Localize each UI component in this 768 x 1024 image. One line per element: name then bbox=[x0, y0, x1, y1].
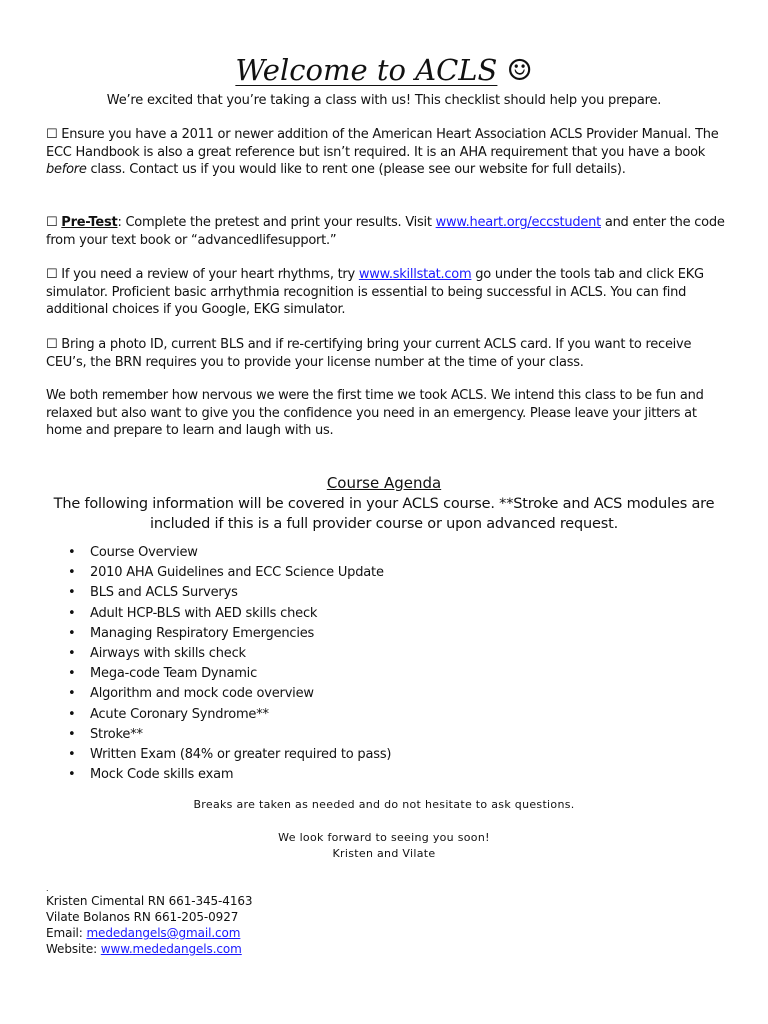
list-item bbox=[68, 583, 391, 603]
contact-block bbox=[46, 885, 252, 957]
bullet-icon: • bbox=[68, 726, 76, 742]
manual-text-after: class. Contact us if you would like to rent one (please see our website for full details). bbox=[86, 162, 626, 177]
agenda-list bbox=[68, 543, 391, 785]
closing-paragraph: We both remember how nervous we were the first time we took ACLS. We intend this class to be fun and relaxed but also want to give you the confidence you need in an emergency. Please leave your jitters at home and prepare to learn and laugh with us. bbox=[46, 388, 704, 438]
list-item-text: Written Exam (84% or greater required to pass) bbox=[90, 747, 392, 763]
checklist-item-pretest bbox=[46, 214, 728, 249]
website-label: Website: bbox=[46, 942, 101, 956]
website-link[interactable]: www.mededangels.com bbox=[100, 942, 242, 956]
bullet-icon: • bbox=[68, 747, 76, 763]
list-item-text: Airways with skills check bbox=[90, 646, 246, 662]
pretest-text-before: : Complete the pretest and print your results. Visit bbox=[117, 215, 436, 230]
list-item-text: Managing Respiratory Emergencies bbox=[90, 625, 315, 641]
bullet-icon: • bbox=[68, 585, 76, 601]
list-item bbox=[68, 543, 391, 563]
list-item-text: BLS and ACLS Surverys bbox=[90, 585, 238, 601]
bullet-icon: • bbox=[68, 767, 76, 783]
list-item bbox=[68, 624, 391, 644]
list-item-text: Course Overview bbox=[90, 545, 198, 560]
id-text: Bring a photo ID, current BLS and if re-certifying bring your current ACLS card. If you want to receive CEU’s, the BRN requires you to provide your license number at the time of your class. bbox=[46, 337, 692, 370]
list-item-text: Acute Coronary Syndrome** bbox=[90, 706, 269, 722]
checkbox-icon[interactable]: ☐ bbox=[46, 267, 58, 282]
list-item-text: Adult HCP-BLS with AED skills check bbox=[90, 605, 318, 621]
skillstat-link[interactable]: www.skillstat.com bbox=[358, 267, 472, 282]
contact-dot: . bbox=[46, 884, 49, 893]
list-item-text: 2010 AHA Guidelines and ECC Science Update bbox=[90, 565, 384, 581]
list-item bbox=[68, 705, 391, 725]
rhythms-text-before: If you need a review of your heart rhythms, try bbox=[57, 267, 359, 282]
checkbox-icon[interactable]: ☐ bbox=[46, 337, 58, 352]
page-title bbox=[0, 50, 768, 90]
contact-line-kristen: Kristen Cimental RN 661-345-4163 bbox=[46, 894, 253, 908]
title-text: Welcome to ACLS bbox=[235, 53, 498, 87]
list-item bbox=[68, 745, 391, 765]
pretest-label: Pre-Test bbox=[61, 215, 118, 230]
bullet-icon: • bbox=[68, 545, 76, 560]
list-item bbox=[68, 644, 391, 664]
list-item-text: Mock Code skills exam bbox=[90, 767, 234, 783]
agenda-description: The following information will be covered in your ACLS course. **Stroke and ACS modules are included if this is a full provider course or upon advanced request. bbox=[53, 496, 715, 532]
checkbox-icon[interactable]: ☐ bbox=[46, 215, 58, 230]
list-item bbox=[68, 664, 391, 684]
list-item bbox=[68, 684, 391, 704]
signature: Kristen and Vilate bbox=[332, 847, 436, 860]
email-link[interactable]: mededangels@gmail.com bbox=[86, 926, 241, 940]
list-item bbox=[68, 725, 391, 745]
contact-website-row bbox=[46, 941, 252, 957]
list-item bbox=[68, 563, 391, 583]
smiley-icon: ☺ bbox=[506, 53, 533, 87]
bullet-icon: • bbox=[68, 565, 76, 581]
breaks-note: Breaks are taken as needed and do not hesitate to ask questions. bbox=[193, 798, 575, 811]
agenda-heading: Course Agenda bbox=[326, 474, 442, 492]
list-item bbox=[68, 765, 391, 785]
contact-line-vilate: Vilate Bolanos RN 661-205-0927 bbox=[46, 910, 239, 924]
intro-text: We’re excited that you’re taking a class with us! This checklist should help you prepare. bbox=[106, 93, 662, 108]
bullet-icon: • bbox=[68, 646, 76, 662]
pretest-text-after: and enter the code from your text book or “advancedlifesupport.” bbox=[46, 215, 725, 248]
list-item bbox=[68, 604, 391, 624]
look-forward-note: We look forward to seeing you soon! bbox=[278, 831, 490, 844]
heart-org-link[interactable]: www.heart.org/eccstudent bbox=[435, 215, 601, 230]
bullet-icon: • bbox=[68, 625, 76, 641]
checklist-item-manual bbox=[46, 126, 728, 179]
checkbox-icon[interactable]: ☐ bbox=[46, 127, 58, 142]
email-label: Email: bbox=[46, 926, 87, 940]
rhythms-text-after: go under the tools tab and click EKG simulator. Proficient basic arrhythmia recognition is essential to being successful in ACLS. You can find additional choices if you Google, EKG simulator. bbox=[46, 267, 704, 317]
manual-emphasis: before bbox=[46, 162, 87, 177]
list-item-text: Stroke** bbox=[90, 726, 143, 742]
bullet-icon: • bbox=[68, 686, 76, 702]
contact-email-row bbox=[46, 925, 252, 941]
checklist-item-rhythms bbox=[46, 266, 728, 319]
list-item-text: Algorithm and mock code overview bbox=[90, 686, 314, 702]
bullet-icon: • bbox=[68, 706, 76, 722]
manual-text-before: Ensure you have a 2011 or newer addition of the American Heart Association ACLS Provider Manual. The ECC Handbook is also a great reference but isn’t required. It is an AHA requirement that you have a book bbox=[46, 127, 719, 160]
bullet-icon: • bbox=[68, 666, 76, 682]
list-item-text: Mega-code Team Dynamic bbox=[90, 666, 258, 682]
bullet-icon: • bbox=[68, 605, 76, 621]
checklist-item-id bbox=[46, 336, 728, 371]
